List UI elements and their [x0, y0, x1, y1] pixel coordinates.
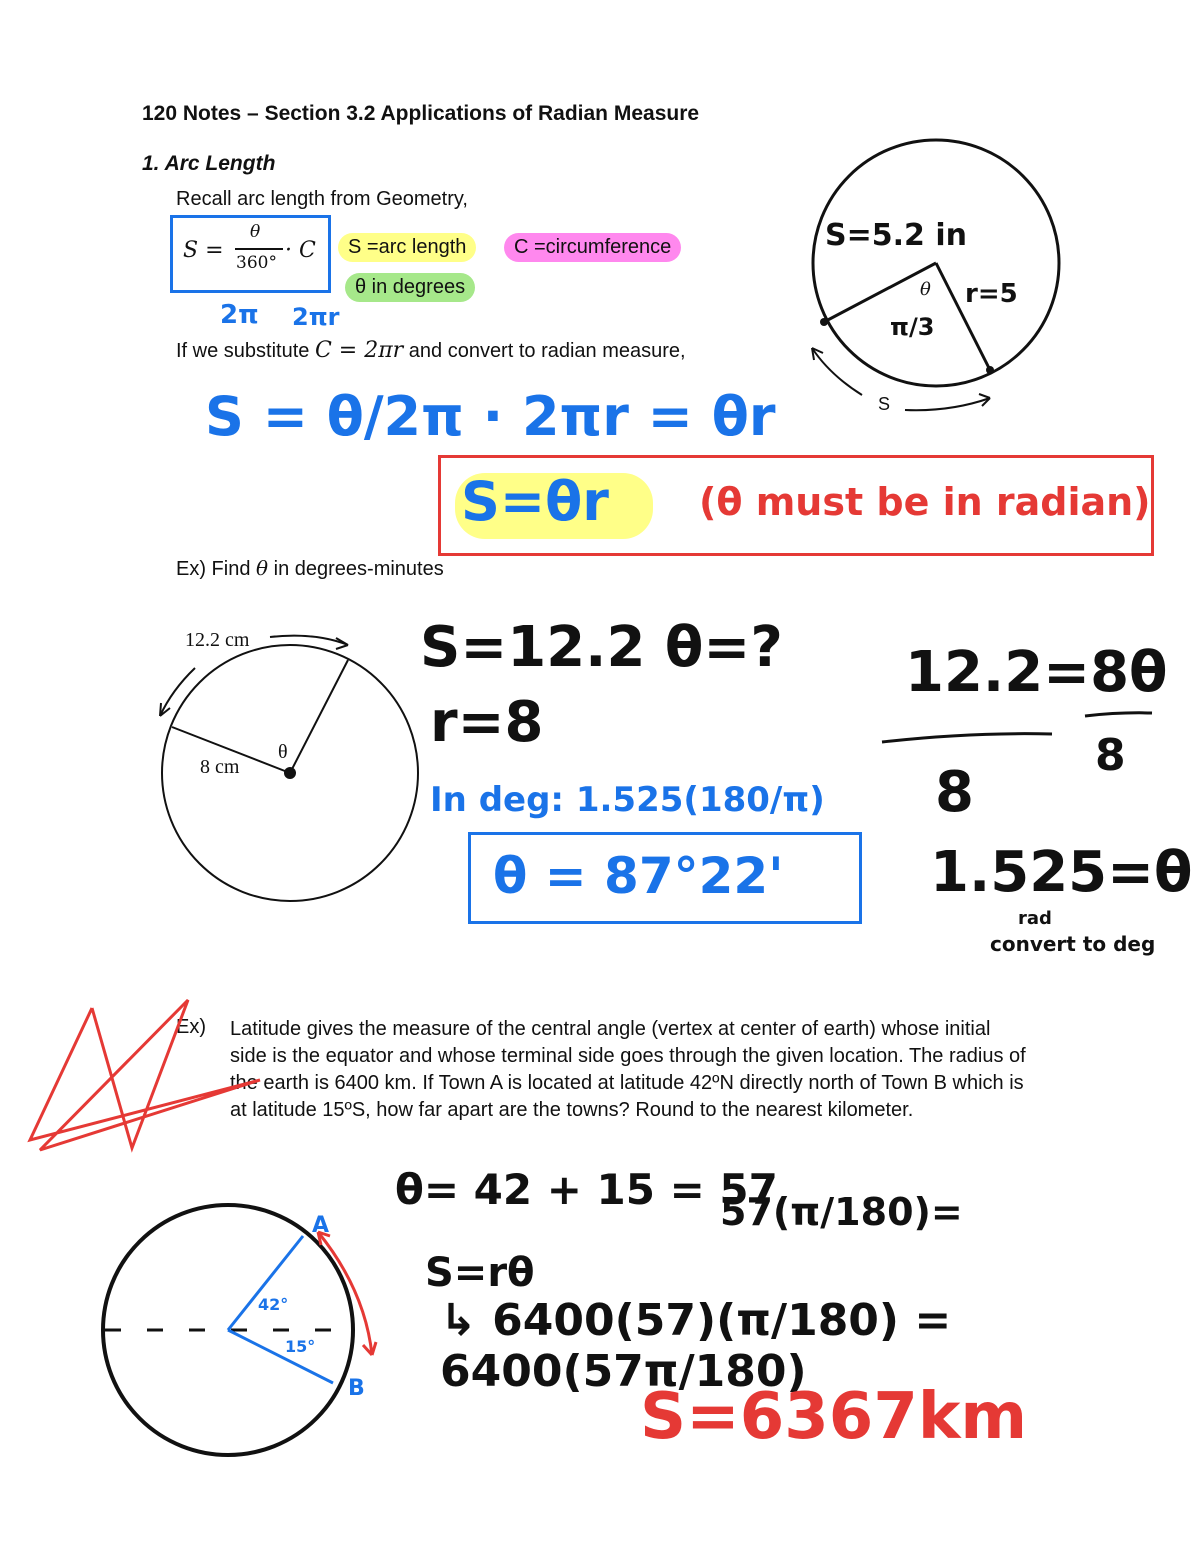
- recall-text: Recall arc length from Geometry,: [176, 188, 468, 210]
- diagram1-point-a: [820, 318, 828, 326]
- example1-work-line2: r=8: [430, 690, 544, 755]
- example1-note-rad: rad: [1018, 908, 1052, 929]
- boxed-formula: S=θr: [461, 470, 609, 533]
- example1-eq-den-left: 8: [935, 760, 974, 825]
- annotation-2pir: 2πr: [292, 303, 340, 331]
- substitute-text-a: If we substitute: [176, 340, 310, 362]
- legend-arc-length-text: S =arc length: [348, 236, 467, 258]
- example1-center: [284, 767, 296, 779]
- legend-circumference-text: C =circumference: [514, 236, 672, 258]
- formula-rhs: · C: [285, 238, 316, 263]
- example2-label: Ex): [176, 1016, 206, 1038]
- example2-diagram: [103, 1205, 376, 1455]
- diagram1-arc-label: S: [878, 394, 891, 414]
- substitute-text-b: and convert to radian measure,: [408, 340, 686, 362]
- example1-eq-den-right: 8: [1095, 730, 1126, 781]
- radian-note: (θ must be in radian): [699, 480, 1151, 524]
- example1-eq-top: 12.2=8θ: [905, 640, 1168, 705]
- red-scribble-star: [30, 1000, 260, 1150]
- example1-theta: θ: [278, 741, 288, 763]
- example1-fraction-bar-left: [882, 734, 1052, 742]
- example1-work-line1: S=12.2 θ=?: [420, 615, 783, 680]
- formula-numerator: θ: [250, 222, 261, 242]
- diagram1-radius-label: r=5: [965, 279, 1018, 309]
- example1-arc-label: 12.2 cm: [185, 629, 250, 651]
- annotation-2pi: 2π: [220, 300, 259, 330]
- example2-work1: θ= 42 + 15 = 57: [395, 1165, 778, 1214]
- example1-diagram: [160, 629, 418, 901]
- example2-radius-a: [228, 1236, 303, 1330]
- diagram1-point-b: [986, 366, 994, 374]
- legend-theta-text: θ in degrees: [355, 276, 466, 298]
- formula-lhs: S =: [183, 238, 224, 263]
- example1-note-convert: convert to deg: [990, 932, 1156, 956]
- example1-prompt-a: Ex) Find: [176, 558, 251, 580]
- example1-arc-arrow-right: [270, 636, 348, 645]
- example2-work3: S=rθ: [425, 1250, 535, 1296]
- example2-angle-b: 15°: [285, 1337, 316, 1356]
- diagram1-arrowhead-left: [812, 348, 823, 360]
- example2-point-a: A: [312, 1213, 330, 1238]
- diagram1-s-label: S=5.2 in: [825, 218, 967, 253]
- example2-angle-a: 42°: [258, 1295, 289, 1314]
- diagram1-arc-arrow-right: [905, 398, 990, 410]
- diagram1-theta: θ: [920, 279, 931, 300]
- section-heading-arc-length: 1. Arc Length: [142, 152, 276, 175]
- example1-prompt-theta: θ: [256, 556, 269, 580]
- diagram1: [812, 140, 1059, 414]
- example2-work4: ↳ 6400(57)(π/180) = 6400(57π/180): [440, 1295, 952, 1397]
- page-title: 120 Notes – Section 3.2 Applications of Radian Measure: [142, 102, 700, 125]
- substitute-math: C = 2πr: [314, 338, 404, 363]
- example2-answer: S=6367km: [640, 1380, 1028, 1454]
- example1-fraction-bar-right: [1085, 713, 1152, 716]
- diagram1-angle: π/3: [890, 313, 935, 341]
- example1-answer: θ = 87°22': [493, 847, 784, 905]
- example1-in-deg: In deg: 1.525(180/π): [430, 780, 825, 820]
- example1-prompt-b: in degrees-minutes: [273, 558, 444, 580]
- example1-radius-label: 8 cm: [200, 756, 240, 778]
- example2-work2: 57(π/180)=: [720, 1190, 963, 1234]
- example1-eq-result: 1.525=θ: [930, 840, 1193, 905]
- formula-denominator: 360°: [236, 253, 277, 273]
- example1-radius-b: [290, 660, 348, 773]
- example2-text: Latitude gives the measure of the central angle (vertex at center of earth) whose initial side is the equator and whose terminal side goes through the given location. The radius of the earth is 6400 km. If Town A is located at latitude 42ºN directly north of Town B which is at latitude 15ºS, how far apart are the towns? Round to the nearest kilometer.: [230, 1018, 1026, 1121]
- example2-radius-b: [228, 1330, 333, 1383]
- example2-point-b: B: [348, 1376, 365, 1401]
- derivation-line: S = θ/2π · 2πr = θr: [205, 385, 776, 448]
